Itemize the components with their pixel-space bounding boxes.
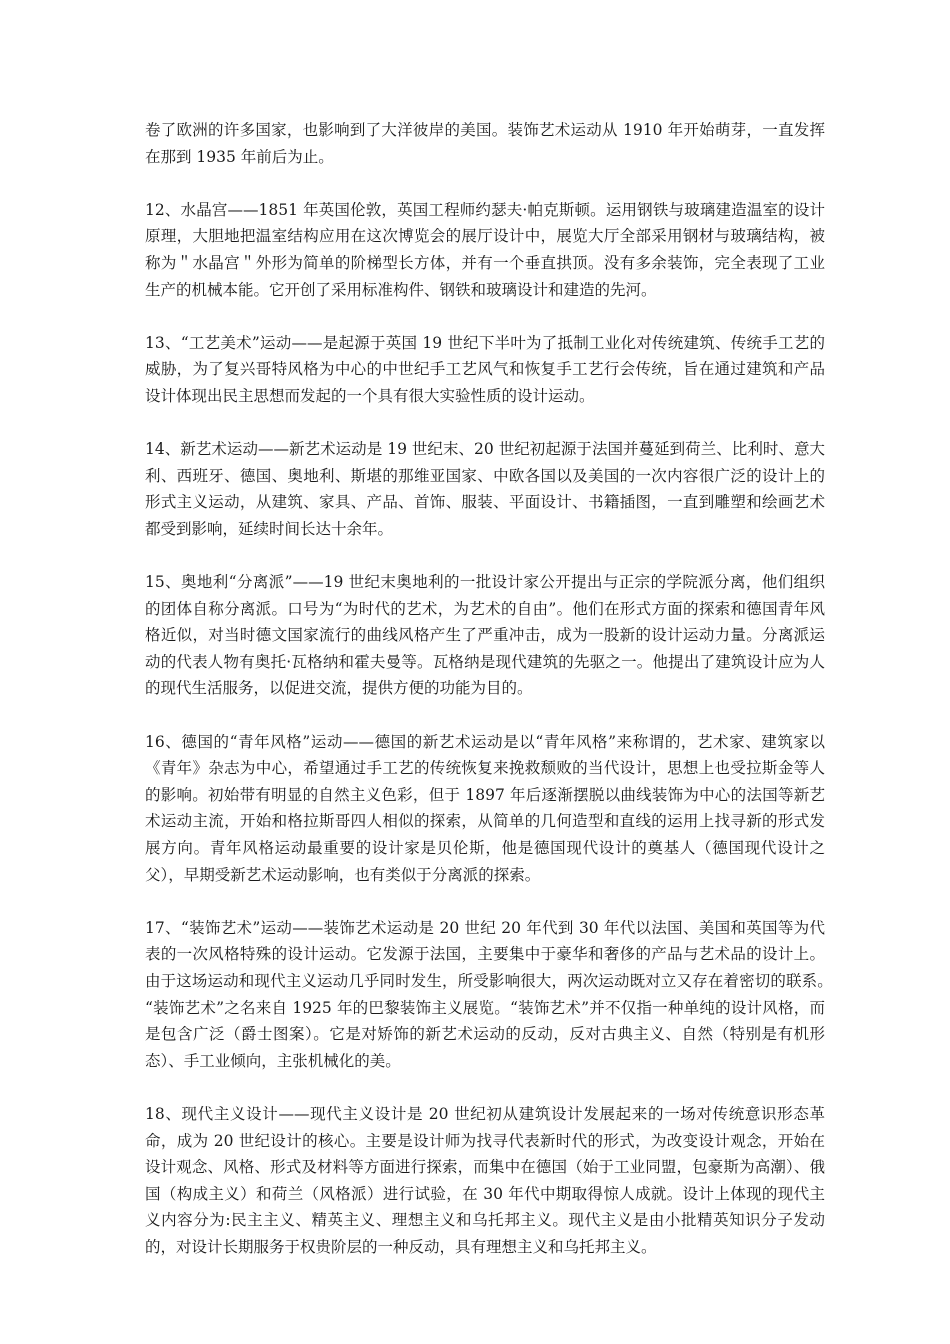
paragraph-art-deco: 17、“装饰艺术”运动——装饰艺术运动是 20 世纪 20 年代到 30 年代以法国、美国和英国等为代表的一次风格特殊的设计运动。它发源于法国，主要集中于豪华和奢侈的产品与艺术品的设计上。由于这场运动和现代主义运动几乎同时发生，所受影响很大，两次运动既对立又存在着密切的联系。 “装饰艺术”之名来自 1925 年的巴黎装饰主义展览。“装饰艺术”并不仅指一种单纯的设计风格，而是包含广泛（爵士图案）。它是对矫饰的新艺术运动的反动，反对古典主义、自然（特别是有机形态）、手工业倾向，主张机械化的美。 bbox=[145, 918, 841, 1070]
paragraph-arts-and-crafts: 13、“工艺美术”运动——是起源于英国 19 世纪下半叶为了抵制工业化对传统建筑、传统手工艺的威胁，为了复兴哥特风格为中心的中世纪手工艺风气和恢复手工艺行会传统，旨在通过建筑和产品设计体现出民主思想而发起的一个具有很大实验性质的设计运动。 bbox=[145, 333, 825, 405]
paragraph-continuation: 卷了欧洲的许多国家，也影响到了大洋彼岸的美国。装饰艺术运动从 1910 年开始萌芽，一直发挥在那到 1935 年前后为止。 bbox=[145, 121, 825, 166]
paragraph-jugendstil: 16、德国的“青年风格”运动——德国的新艺术运动是以“青年风格”来称谓的，艺术家、建筑家以《青年》杂志为中心，希望通过手工艺的传统恢复来挽救颓败的当代设计，思想上也受拉斯金等人的影响。初始带有明显的自然主义色彩，但于 1897 年后逐渐摆脱以曲线装饰为中心的法国等新艺术运动主流，开始和格拉斯哥四人相似的探索，从简单的几何造型和直线的运用上找寻新的形式发展方向。青年风格运动最重要的设计家是贝伦斯，他是德国现代设计的奠基人（德国现代设计之父），早期受新艺术运动影响，也有类似于分离派的探索。 bbox=[145, 732, 825, 884]
paragraph-crystal-palace: 12、水晶宫——1851 年英国伦敦，英国工程师约瑟夫·帕克斯顿。运用钢铁与玻璃建造温室的设计原理，大胆地把温室结构应用在这次博览会的展厅设计中，展览大厅全部采用钢材与玻璃结构，被称为＂水晶宫＂外形为简单的阶梯型长方体，并有一个垂直拱顶。没有多余装饰，完全表现了工业生产的机械本能。它开创了采用标准构件、钢铁和玻璃设计和建造的先河。 bbox=[145, 200, 825, 299]
document-body bbox=[145, 117, 841, 1287]
paragraph-vienna-secession: 15、奥地利“分离派”——19 世纪末奥地利的一批设计家公开提出与正宗的学院派分离，他们组织的团体自称分离派。口号为“为时代的艺术，为艺术的自由”。他们在形式方面的探索和德国青年风格近似，对当时德文国家流行的曲线风格产生了严重冲击，成为一股新的设计运动力量。分离派运动的代表人物有奥托·瓦格纳和霍夫曼等。瓦格纳是现代建筑的先驱之一。他提出了建筑设计应为人的现代生活服务，以促进交流，提供方便的功能为目的。 bbox=[145, 573, 825, 698]
paragraph-art-nouveau: 14、新艺术运动——新艺术运动是 19 世纪末、20 世纪初起源于法国并蔓延到荷兰、比利时、意大利、西班牙、德国、奥地利、斯堪的那维亚国家、中欧各国以及美国的一次内容很广泛的设计上的形式主义运动，从建筑、家具、产品、首饰、服装、平面设计、书籍插图，一直到雕塑和绘画艺术都受到影响，延续时间长达十余年。 bbox=[145, 440, 825, 538]
paragraph-modernism: 18、现代主义设计——现代主义设计是 20 世纪初从建筑设计发展起来的一场对传统意识形态革命，成为 20 世纪设计的核心。主要是设计师为找寻代表新时代的形式，为改变设计观念，开始在设计观念、风格、形式及材料等方面进行探索，而集中在德国（始于工业同盟，包豪斯为高潮）、俄国（构成主义）和荷兰（风格派）进行试验，在 30 年代中期取得惊人成就。设计上体现的现代主义内容分为:民主主义、精英主义、理想主义和乌托邦主义。现代主义是由小批精英知识分子发动的，对设计长期服务于权贵阶层的一种反动，具有理想主义和乌托邦主义。 bbox=[145, 1104, 825, 1256]
